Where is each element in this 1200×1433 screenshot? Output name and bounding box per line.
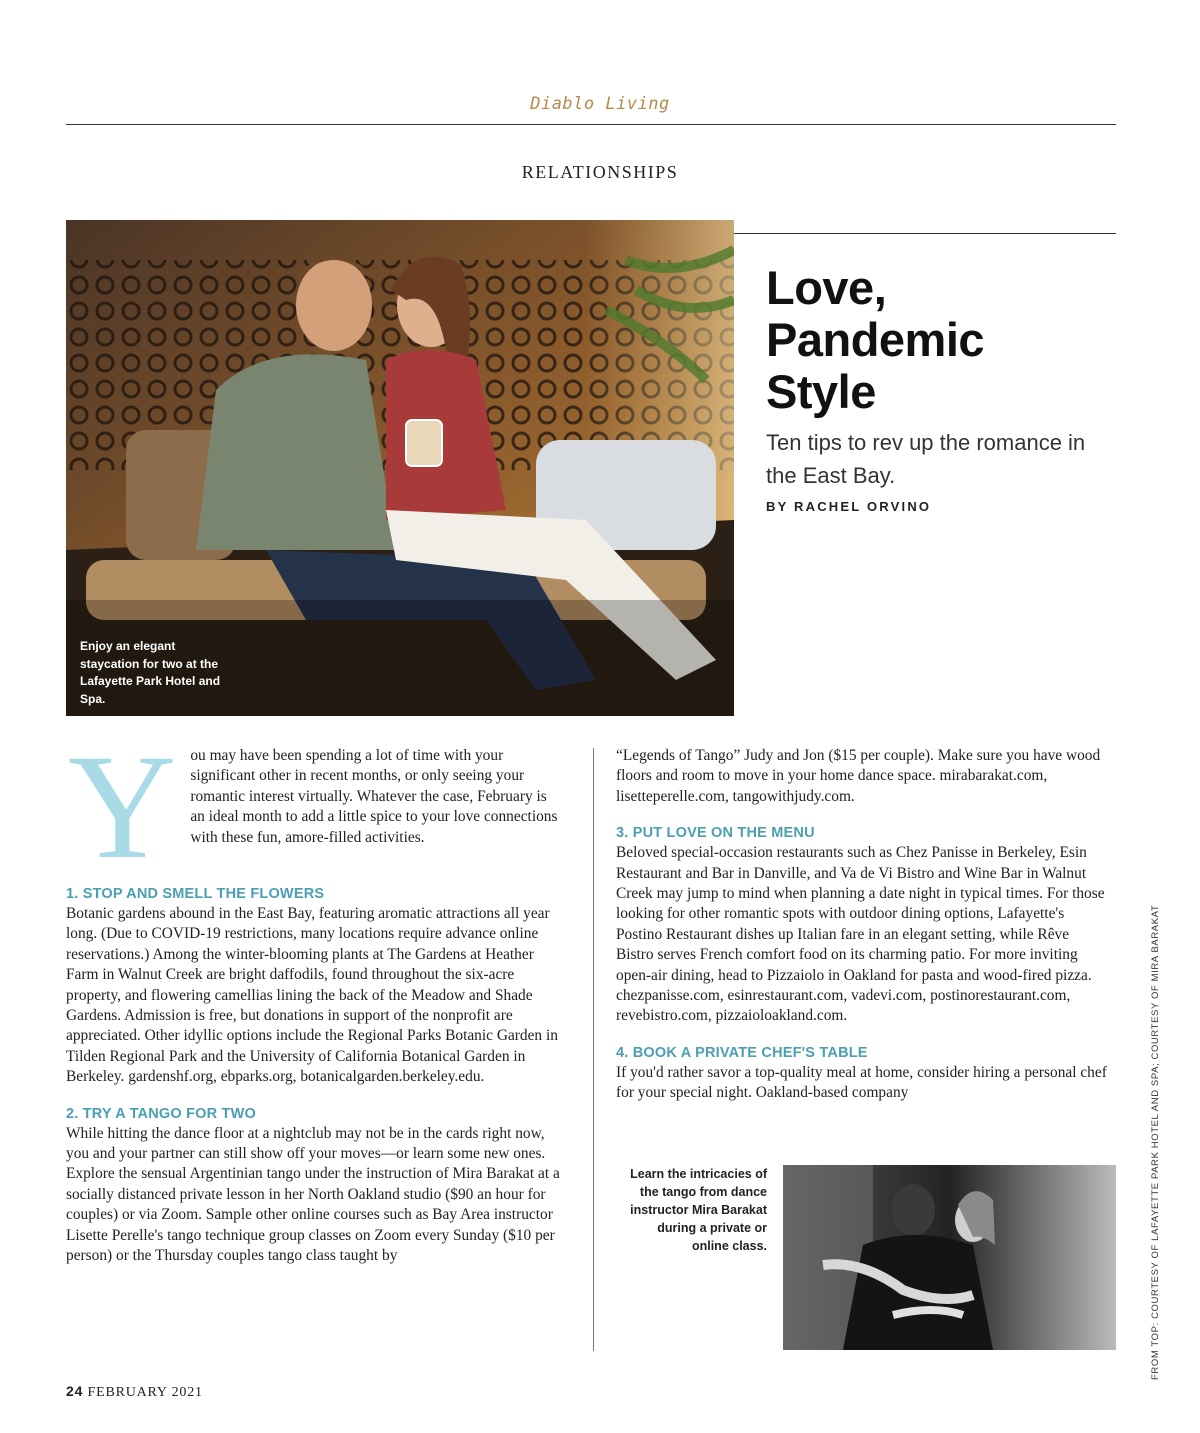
tip-body: If you'd rather savor a top-quality meal at home, consider hiring a personal chef for your special night. Oakland-based company — [616, 1063, 1107, 1102]
tip-heading: 4. BOOK A PRIVATE CHEF'S TABLE — [616, 1044, 868, 1061]
deck: Ten tips to rev up the romance in the East Bay. — [766, 430, 1086, 488]
header-rule — [66, 124, 1116, 125]
tango-photo-caption: Learn the intricacies of the tango from dance instructor Mira Barakat during a private or online class. — [630, 1167, 767, 1253]
byline: BY RACHEL ORVINO — [766, 499, 932, 514]
column-left — [66, 724, 562, 1267]
page-number: 24 — [66, 1383, 84, 1399]
tip-body: Beloved special-occasion restaurants such as Chez Panisse in Berkeley, Esin Restaurant and Bar in Danville, and Va de Vi Bistro and Wine Bar in Walnut Creek may jump to mind when planning a date night in typical times. For those looking for other romantic spots with outdoor dining options, Lafayette's Postino Restaurant dishes up Italian fare in an elegant setting, while Rêve Bistro serves French comfort food on its charming patio. For more inviting open-air dining, head to Pizzaiolo in Oakland for pasta and wood-fired pizza. chezpanisse.com, esinrestaurant.com, vadevi.com, postinorestaurant.com, revebistro.com, pizzaioloakland.com. — [616, 844, 1105, 1025]
column-divider — [593, 748, 594, 1351]
tip-body: Botanic gardens abound in the East Bay, featuring aromatic attractions all year long. (Due to COVID-19 restrictions, many locations require advance online reservations.) Among the winter-blooming plants at The Gardens at Heather Farm in Walnut Creek are bright daffodils, found throughout the six-acre property, and flowering camellias lining the back of the Meadow and Shade Gardens. Admission is free, but donations in support of the nonprofit are appreciated. Other idyllic options include the Regional Parks Botanic Garden in Tilden Regional Park and the University of California Botanical Garden in Berkeley. gardenshf.org, ebparks.org, botanicalgarden.berkeley.edu. — [66, 905, 558, 1086]
section-label: RELATIONSHIPS — [521, 162, 679, 182]
tip-heading: 2. TRY A TANGO FOR TWO — [66, 1105, 256, 1122]
masthead: Diablo Living — [530, 94, 670, 114]
headline — [766, 262, 1166, 418]
main-photo-caption: Enjoy an elegant staycation for two at the Lafayette Park Hotel and Spa. — [80, 639, 221, 706]
tip-heading: 3. PUT LOVE ON THE MENU — [616, 825, 815, 842]
headline-line: Love, — [766, 261, 887, 314]
issue-date: FEBRUARY 2021 — [87, 1385, 203, 1400]
tip-heading: 1. STOP AND SMELL THE FLOWERS — [66, 886, 325, 902]
tip-body-part: “Legends of Tango” Judy and Jon ($15 per couple). Make sure you have wood floors and room to move in your home dance space. mirabarakat.com, lisetteperelle.com, tangowithjudy.com. — [616, 747, 1101, 805]
headline-line: Style — [766, 365, 876, 418]
tip-body-part: While hitting the dance floor at a nightclub may not be in the cards right now, you and your partner can still show off your moves—or learn some new ones. Explore the sensual Argentinian tango under the instruction of Mira Barakat at a socially distanced private lesson in her North Oakland studio ($90 an hour for couples) or via Zoom. Sample other online courses such as Bay Area instructor Lisette Perelle's tango technique group classes on Zoom every Sunday ($10 per person) or the Thursday couples tango class taught by — [66, 1124, 560, 1265]
column-right — [616, 746, 1108, 1104]
intro-text: ou may have been spending a lot of time with your significant other in recent months, or only seeing your romantic interest virtually. Whatever the case, February is an ideal month to add a little spice to your love connections with these fun, amore-filled activities. — [190, 747, 558, 846]
drop-cap: Y — [68, 724, 177, 890]
headline-line: Pandemic — [766, 313, 985, 366]
intro-paragraph — [66, 724, 562, 890]
tango-photo — [783, 1165, 1116, 1350]
folio — [66, 1383, 203, 1401]
photo-credit: FROM TOP: COURTESY OF LAFAYETTE PARK HOTEL AND SPA; COURTESY OF MIRA BARAKAT — [1150, 904, 1161, 1380]
